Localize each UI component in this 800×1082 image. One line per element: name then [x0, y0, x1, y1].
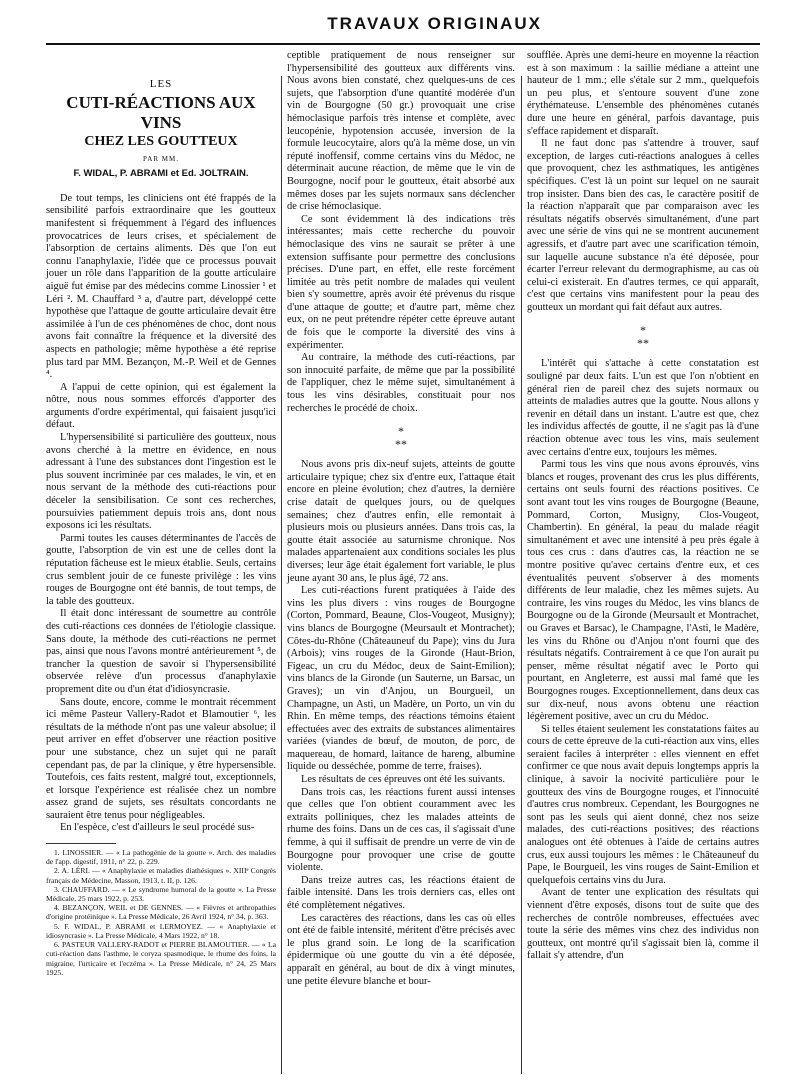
footnotes	[46, 848, 276, 977]
footnote: 1. LINOSSIER. — « La pathogénie de la goutte ». Arch. des maladies de l'app. digestif, 1911, n° 22, p. 229.	[46, 848, 276, 867]
paragraph: L'hypersensibilité si particulière des goutteux, nous avons cherché à la mettre en évidence, en nous adressant à l'une des substances dont l'ingestion est le plus souvent incriminée par ces malades, le vin, et en nous servant de la méthode des cuti-réactions pour déceler la sensibilisation. Ce sont ces recherches, poursuivies patiemment depuis trois ans, dont nous exposons ici les résultats.	[46, 432, 276, 532]
section-separator-asterism: * **	[637, 323, 649, 351]
paragraph: Nous avons pris dix-neuf sujets, atteints de goutte articulaire typique; chez six d'entre eux, l'attaque était encore en pleine évolution; chez d'autres, la dernière crise datait de quelques jours, ou de quelques semaines; chez d'autres enfin, elle remontait à plusieurs mois ou plusieurs années. Dans trois cas, la goutte était associée au saturnisme chronique. Nos malades appartenaient aux conditions sociales les plus diverses; leur âge était également fort variable, le plus jeune ayant 30 ans, le plus âgé, 72 ans.	[287, 459, 515, 584]
paragraph: L'intérêt qui s'attache à cette constatation est souligné par deux faits. L'un est que l'on n'obtient en général rien de pareil chez des sujets normaux ou atteints de maladies autres que la goutte. Nous allons y revenir en détail dans un instant. L'autre est que, chez les individus affectés de goutte, il ne s'agit pas là d'une réaction obtenue avec tous les vins, mais seulement avec certains d'entre eux, toujours les mêmes.	[527, 358, 759, 458]
footnote: 5. F. WIDAL, P. ABRAMI et LERMOYEZ. — « Anaphylaxie et idiosyncrasie ». La Presse Médicale, 4 Mars 1922, n° 18.	[46, 921, 276, 940]
paragraph: ceptible pratiquement de nous renseigner sur l'hypersensibilité des goutteux aux différents vins. Nous avons bien constaté, chez quelques-uns de ces sujets, que l'absorption d'une quantité modérée d'un vin de Bourgogne (50 gr.) provoquait une crise hémoclasique parfois très intense et complète, avec leucopénie, hypotension accusée, inversion de la formule leucocytaire, alors qu'à la même dose, un vin réputé inoffensif, comme certains vins du Médoc, ne déterminait aucune réaction, de même que le vin de Bourgogne, nocif pour le goutteux, était absorbé aux mêmes doses par les sujets normaux sans déclencher de crise hémoclasique.	[287, 50, 515, 213]
title-les: LES	[149, 78, 173, 90]
article-subtitle: CHEZ LES GOUTTEUX	[84, 133, 238, 149]
paragraph: Ce sont évidemment là des indications très intéressantes; mais cette recherche du pouvoir hémoclasique des vins ne saurait se prêter à une extension suffisante pour permettre des conclusions précises. D'une part, en effet, elle reste forcément limitée au très petit nombre de malades qui veulent bien s'y soumettre, après avoir été prévenus du risque d'une attaque de goutte; et d'autre part, même chez eux, on ne peut prétendre répéter cette épreuve autant de fois que le comporte la diversité des vins à expérimenter.	[287, 213, 515, 351]
paragraph: Dans trois cas, les réactions furent aussi intenses que celles que l'on obtient couramment avec les extraits polliniques, chez les malades atteints de rhume des foins. Dans un de ces cas, il s'agissait d'une femme, à qui il suffisait de prendre un verre de vin de Bourgogne pour provoquer une crise de goutte violente.	[287, 786, 515, 874]
paragraph: Sans doute, encore, comme le montrait récemment ici même Pasteur Vallery-Radot et Blamoutier ⁶, les résultats de la méthode n'ont pas une valeur absolue; il peut arriver en effet d'observer une réaction positive pour une substance, chez un sujet qui ne paraît cependant pas, de par la clinique, y être hypersensible. Toutefois, ces faits restent, malgré tout, exceptionnels, et lorsque l'expérience est réalisée chez un nombre assez grand de sujets, ses résultats concordants ne sauraient être tenus pour négligeables.	[46, 696, 276, 821]
paragraph: Les caractères des réactions, dans les cas où elles ont été de faible intensité, méritent d'être précisés avec le plus grand soin. Le long de la scarification épidermique où une goutte du vin a été déposée, apparaît en général, au bout de dix à vingt minutes, une petite élevure blanche et bour-	[287, 912, 515, 987]
authors: F. WIDAL, P. ABRAMI et Ed. JOLTRAIN.	[73, 168, 249, 180]
paragraph: Si telles étaient seulement les constatations faites au cours de cette épreuve de la cuti-réaction aux vins, elles seraient faciles à interpréter : elles viennent en effet confirmer ce que nous avait depuis longtemps appris la clinique, à savoir la nocivité particulière pour le goutteux des vins de Bourgogne rouges, et l'innocuité d'autres crus nombreux. Cependant, les Bourgognes ne sont pas les seuls qui aient donné, chez nos seize malades, des cuti-réactions positives; des réactions analogues ont été obtenues à l'aide de certains autres crus, eux aussi toujours les mêmes : le Châteauneuf du Pape, le Bourgueil, les vins rouges de Saint-Emilion et quelquefois certains vins du Jura.	[527, 723, 759, 886]
paragraph: Parmi toutes les causes déterminantes de l'accès de goutte, l'absorption de vin est une de celles dont la réputation fâcheuse est le mieux établie. Seuls, certains crus semblent jouir de ce funeste privilège : les vins rouges de Bourgogne ont été bannis, de tout temps, de la table des goutteux.	[46, 532, 276, 607]
by-line: PAR MM.	[143, 154, 179, 163]
paragraph: Avant de tenter une explication des résultats qui viennent d'être exposés, disons tout de suite que des recherches de contrôle nombreuses, effectuées avec toute la série des mêmes vins chez des individus non goutteux, ont montré qu'il s'agissait bien là, comme il fallait s'y attendre, d'un	[527, 887, 759, 962]
column-2	[287, 50, 515, 988]
paragraph: Dans treize autres cas, les réactions étaient de faible intensité. Dans les trois derniers cas, elles ont été complètement négatives.	[287, 874, 515, 911]
paragraph: A l'appui de cette opinion, qui est également la nôtre, nous nous sommes efforcés d'apporter des arguments d'ordre expérimental, qui faisaient jusqu'ici défaut.	[46, 381, 276, 431]
footnote: 3. CHAUFFARD. — « Le syndrome humoral de la goutte ». La Presse Médicale, 25 mars 1922, p. 253.	[46, 884, 276, 904]
section-separator-asterism: * **	[395, 424, 407, 452]
column-1	[46, 50, 276, 977]
paragraph: De tout temps, les cliniciens ont été frappés de la sensibilité parfois extraordinaire que les goutteux manifestent si fréquemment à l'égard des influences provocatrices de leurs crises, et spécialement de l'absorption de certains aliments. Dès que l'on eut connu l'anaphylaxie, l'idée que ce processus pouvait jouer un rôle dans l'apparition de la goutte articulaire aiguë fut émise par des médecins comme Linossier ¹ et Léri ². M. Chauffard ³ a, d'autre part, développé cette hypothèse que l'attaque de goutte articulaire devait être assimilée à l'un de ces phénomènes de choc, dont nous avons fait connaître la fréquence et la diversité des aspects en pathologie; même hypothèse a été reprise plus tard par MM. Bezançon, M.-P. Weil et de Gennes ⁴.	[46, 192, 276, 381]
paragraph: Il ne faut donc pas s'attendre à trouver, sauf exception, de larges cuti-réactions analogues à celles que provoquent, chez les asthmatiques, les antigènes spécifiques. C'est là un point sur lequel on ne saurait trop insister. Dans bien des cas, le caractère positif de la réaction n'apparaît que par comparaison avec les résultats négatifs observés simultanément, d'une part avec une série de vins qui ne se montrent aucunement agressifs, et d'autre part avec une scarification témoin, sur laquelle aucune substance n'a été déposée, pour écarter l'erreur relevant du dermographisme, au cas où celui-ci existerait. En d'autres termes, ce qui apparaît, c'est que certains vins manifestent pour la peau des goutteux un mordant qui fait défaut aux autres.	[527, 138, 759, 313]
column-divider-1	[281, 76, 282, 1074]
paragraph: Les cuti-réactions furent pratiquées à l'aide des vins les plus divers : vins rouges de Bourgogne (Corton, Pommard, Beaune, Clos-Vougeot, Musigny); vins blancs de Bourgogne (Meursault et Montrachet); Côtes-du-Rhône (Châteauneuf du Pape); vins du Jura (Arbois); vins rouges de la Gironde (Haut-Brion, Figeac, un cru du Médoc, deux de Saint-Emilion); vins blancs de la Gironde (un Sauterne, un Barsac, un Graves); un vin d'Anjou, un Bourgueil, un Champagne, un Asti, un Madère, un Porto, un vin du Rhin. En même temps, des réactions témoins étaient effectuées avec des extraits de substances alimentaires variées (viandes de bœuf, de mouton, de porc, de maquereau, de homard, laitance de hareng, albumine liquide ou desséchée, pomme de terre, fraises).	[287, 585, 515, 773]
paragraph: Au contraire, la méthode des cuti-réactions, par son innocuité parfaite, de même que par la possibilité de l'appliquer, chez le même sujet, simultanément à tous les vins désirables, constituait pour nos recherches le procédé de choix.	[287, 352, 515, 414]
header-rule	[46, 43, 760, 45]
article-title: CUTI-RÉACTIONS AUX VINS	[66, 92, 256, 132]
paragraph: En l'espèce, c'est d'ailleurs le seul procédé sus-	[60, 822, 255, 834]
column-divider-2	[521, 76, 522, 1074]
footnote-rule	[46, 843, 116, 844]
footnote: 6. PASTEUR VALLERY-RADOT et PIERRE BLAMOUTIER. — « La cuti-réaction dans l'asthme, le coryza spasmodique, le rhume des foins, la migraine, l'urticaire et l'eczéma ». La Presse Médicale, n° 24, 25 Mars 1925.	[46, 940, 276, 977]
paragraph: Parmi tous les vins que nous avons éprouvés, vins blancs et rouges, provenant des crus les plus différents, certains ont seuls fourni des réactions positives. Ce sont avant tout les vins rouges de Bourgogne (Beaune, Pommard, Corton, Musigny, Clos-Vougeot, Chambertin). En général, la peau du malade réagit simultanément et avec une intensité à peu près égale à tous ces crus : dans d'autres cas, la réaction ne se montre positive qu'avec certains d'entre eux, et ces éventualités peuvent s'observer à des moments différents de leur maladie, chez les mêmes sujets. Au contraire, les vins rouges du Médoc, les vins blancs de Bourgogne ou de la Gironde (Meursault et Montrachet, ou Graves et Barsac), le Champagne, l'Asti, le Madère, les vins du Rhône ou d'Anjou n'ont fourni que des résultats négatifs. Contrairement à ce que l'on aurait pu penser, même résultat négatif avec le Porto qui pourtant, en Angleterre, est aussi mal famé que les Bourgognes rouges. Exceptionnellement, dans deux cas sur dix-neuf, nous avons obtenu une réaction légèrement positive, avec un cru du Médoc.	[527, 459, 759, 723]
section-banner: TRAVAUX ORIGINAUX	[327, 14, 542, 33]
paragraph: soufflée. Après une demi-heure en moyenne la réaction est à son maximum : la saillie médiane a atteint une hauteur de 1 mm.; elle s'étale sur 2 mm., quelquefois un peu plus, et s'entoure souvent d'une zone érythémateuse. L'ensemble des phénomènes cutanés dure une heure en général, parfois davantage, puis s'efface rapidement et disparaît.	[527, 50, 759, 137]
paragraph: Les résultats de ces épreuves ont été les suivants.	[301, 774, 505, 786]
footnote: 2. A. LÉRI. — « Anaphylaxie et maladies diathésiques ». XIIIᵉ Congrès français de Médecine, Masson, 1913, t. II, p. 126.	[46, 866, 276, 885]
paragraph: Il était donc intéressant de soumettre au contrôle des cuti-réactions ces données de l'étiologie classique. Sans doute, la méthode des cuti-réactions ne permet pas, ainsi que nous l'avons montré antérieurement ⁵, de trancher la question de savoir si l'hypersensibilité observée relève d'un processus d'anaphylaxie proprement dite ou d'un état d'idiosyncrasie.	[46, 608, 276, 695]
footnote: 4. BEZANÇON, WEIL et DE GENNES. — « Fièvres et arthropathies d'origine protéinique ». La Presse Médicale, 26 Avril 1924, n° 34, p. 363.	[46, 903, 276, 922]
column-3	[527, 50, 759, 963]
